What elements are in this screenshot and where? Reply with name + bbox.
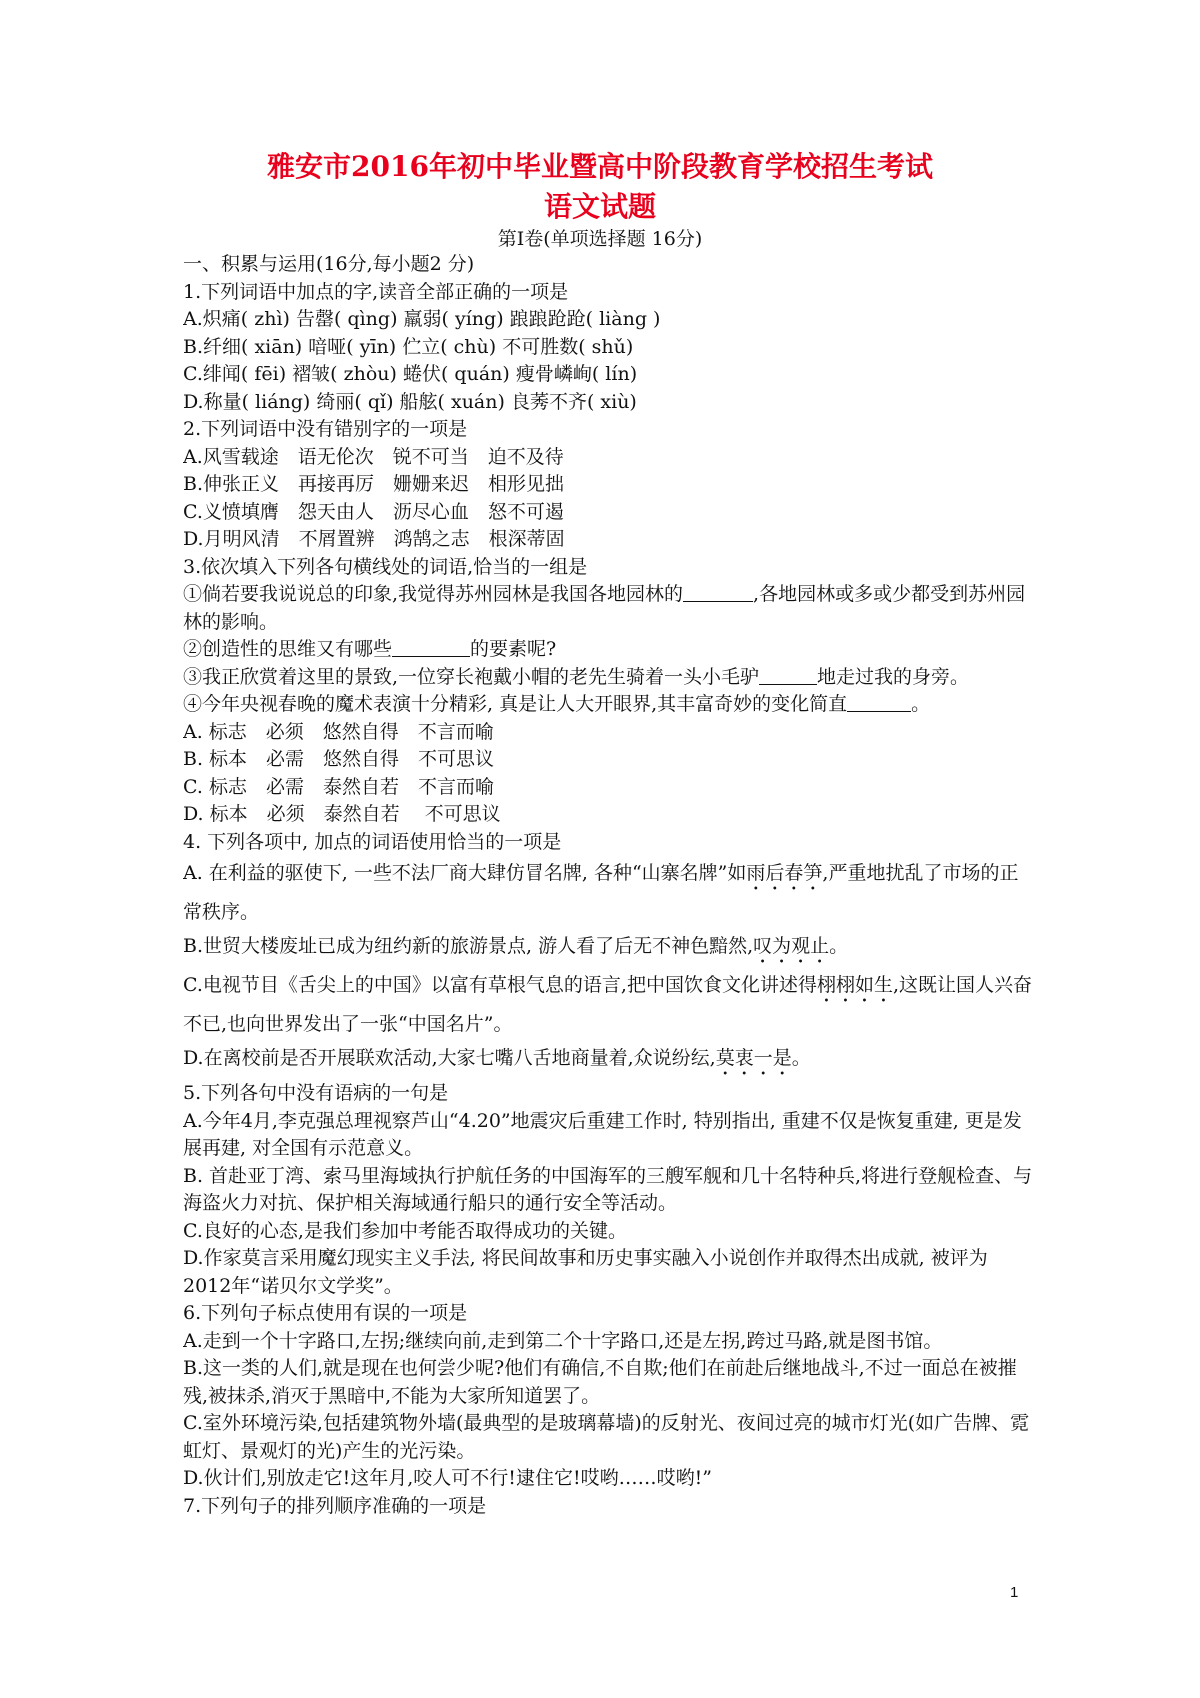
q4-c-text-end: ,这既让国人兴奋不已,也向世界发出了一张“中国名片”。 [183,974,1033,1035]
q3-sentence-2 [183,636,1033,664]
q4-b-text-end: 。 [829,935,849,957]
q6-option-d: D.伙计们,别放走它!这年月,咬人可不行!逮住它!哎哟……哎哟!” [183,1467,712,1489]
q4-a-text-end: ,严重地扰乱了市场的正常秩序。 [183,862,1019,923]
fill-blank [683,583,753,602]
q5-option-d: D.作家莫言采用魔幻现实主义手法, 将民间故事和历史事实融入小说创作并取得杰出成就, 被评为2012年“诺贝尔文学奖”。 [183,1247,988,1297]
exam-title: 雅安市2016年初中毕业暨高中阶段教育学校招生考试 [267,150,933,183]
q6-option-b: B.这一类的人们,就是现在也何尝少呢?他们有确信,不自欺;他们在前赴后继地战斗,不过一面总在被摧残,被抹杀,消灭于黑暗中,不能为大家所知道罢了。 [183,1357,1017,1407]
q3-s2-before: ②创造性的思维又有哪些 [183,638,393,660]
q3-s3-after: 地走过我的身旁。 [817,665,970,688]
q3-sentence-3 [183,664,1033,692]
q4-option-a [183,856,1033,929]
q3-s2-after: 的要素呢? [470,638,557,660]
part-heading: 一、积累与运用(16分,每小题2 分) [183,253,475,275]
q4-d-text: D.在离校前是否开展联欢活动,大家七嘴八舌地商量着,众说纷纭, [183,1047,716,1069]
q1-option-c: C.绯闻( fēi) 褶皱( zhòu) 蜷伏( quán) 瘦骨嶙峋( lín) [183,363,638,385]
q2-option-b: B.伸张正义 再接再厉 姗姗来迟 相形见拙 [183,473,565,495]
exam-subject: 语文试题 [543,190,656,223]
q5-option-c: C.良好的心态,是我们参加中考能否取得成功的关键。 [183,1219,627,1242]
q4-c-dotted-phrase: 栩栩如生 [816,974,893,996]
q3-sentence-4 [183,691,1033,719]
fill-blank [392,638,470,657]
q3-sentence-1 [183,581,1033,636]
q1-stem: 1.下列词语中加点的字,读音全部正确的一项是 [183,280,569,303]
q4-a-dotted-phrase: 雨后春笋 [746,862,823,884]
q4-a-text: A. 在利益的驱使下, 一些不法厂商大肆仿冒名牌, 各种“山寨名牌”如 [183,862,747,884]
q2-option-c: C.义愤填膺 怨天由人 沥尽心血 怒不可遏 [183,500,564,523]
q4-option-d [183,1041,1033,1080]
q1-option-a: A.炽痛( zhì) 告罄( qìng) 羸弱( yíng) 踉踉跄跄( liàng ) [183,308,661,330]
q3-option-a: A. 标志 必须 悠然自得 不言而喻 [183,720,494,743]
q6-option-c: C.室外环境污染,包括建筑物外墙(最典型的是玻璃幕墙)的反射光、夜间过亮的城市灯光(如广告牌、霓虹灯、景观灯的光)产生的光污染。 [183,1412,1030,1462]
q3-option-b: B. 标本 必需 悠然自得 不可思议 [183,748,495,770]
q1-option-d: D.称量( liáng) 绮丽( qǐ) 船舷( xuán) 良莠不齐( xiù) [183,390,637,413]
q4-option-c [183,968,1033,1041]
page-number: 1 [1010,1584,1019,1601]
q4-b-dotted-phrase: 叹为观止 [753,935,830,957]
q4-c-text: C.电视节目《舌尖上的中国》以富有草根气息的语言,把中国饮食文化讲述得 [183,974,817,996]
q3-s3-before: ③我正欣赏着这里的景致,一位穿长袍戴小帽的老先生骑着一头小毛驴 [183,665,760,688]
q3-s4-after: 。 [911,693,931,715]
q1-option-b: B.纤细( xiān) 喑哑( yīn) 伫立( chù) 不可胜数( shǔ) [183,335,634,358]
q3-option-c: C. 标志 必需 泰然自若 不言而喻 [183,775,494,798]
q4-d-dotted-phrase: 莫衷一是 [715,1047,792,1069]
q6-stem: 6.下列句子标点使用有误的一项是 [183,1302,468,1324]
q2-stem: 2.下列词语中没有错别字的一项是 [183,418,468,440]
q4-b-text: B.世贸大楼废址已成为纽约新的旅游景点, 游人看了后无不神色黯然, [183,935,754,957]
q3-stem: 3.依次填入下列各句横线处的词语,恰当的一组是 [183,555,588,578]
q3-option-d: D. 标本 必须 泰然自若 不可思议 [183,803,501,825]
q4-stem: 4. 下列各项中, 加点的词语使用恰当的一项是 [183,830,562,853]
q5-stem: 5.下列各句中没有语病的一句是 [183,1082,449,1104]
q3-s1-before: ①倘若要我说说总的印象,我觉得苏州园林是我国各地园林的 [183,583,684,605]
q2-option-a: A.风雪载途 语无伦次 锐不可当 迫不及待 [183,445,564,468]
fill-blank [847,693,911,712]
q4-option-b [183,929,1033,968]
q5-option-a: A.今年4月,李克强总理视察芦山“4.20”地震灾后重建工作时, 特别指出, 重建不仅是恢复重建, 更是发展再建, 对全国有示范意义。 [183,1109,1022,1159]
q3-s4-before: ④今年央视春晚的魔术表演十分精彩, 真是让人大开眼界,其丰富奇妙的变化简直 [183,693,848,715]
q7-stem: 7.下列句子的排列顺序准确的一项是 [183,1494,487,1517]
q5-option-b: B. 首赴亚丁湾、索马里海域执行护航任务的中国海军的三艘军舰和几十名特种兵,将进行登舰检查、与海盗火力对抗、保护相关海域通行船只的通行安全等活动。 [183,1164,1033,1214]
question-body [183,251,1033,1520]
fill-blank [759,666,817,685]
q3-s1-after: ,各地园林或多或少都受到苏州园林的影响。 [183,583,1026,633]
section-heading: 第Ⅰ卷(单项选择题 16分) [497,228,703,250]
q4-d-text-end: 。 [791,1047,811,1069]
q2-option-d: D.月明风清 不屑置辨 鸿鹄之志 根深蒂固 [183,528,565,550]
q6-option-a: A.走到一个十字路口,左拐;继续向前,走到第二个十字路口,还是左拐,跨过马路,就是图书馆。 [183,1329,943,1352]
